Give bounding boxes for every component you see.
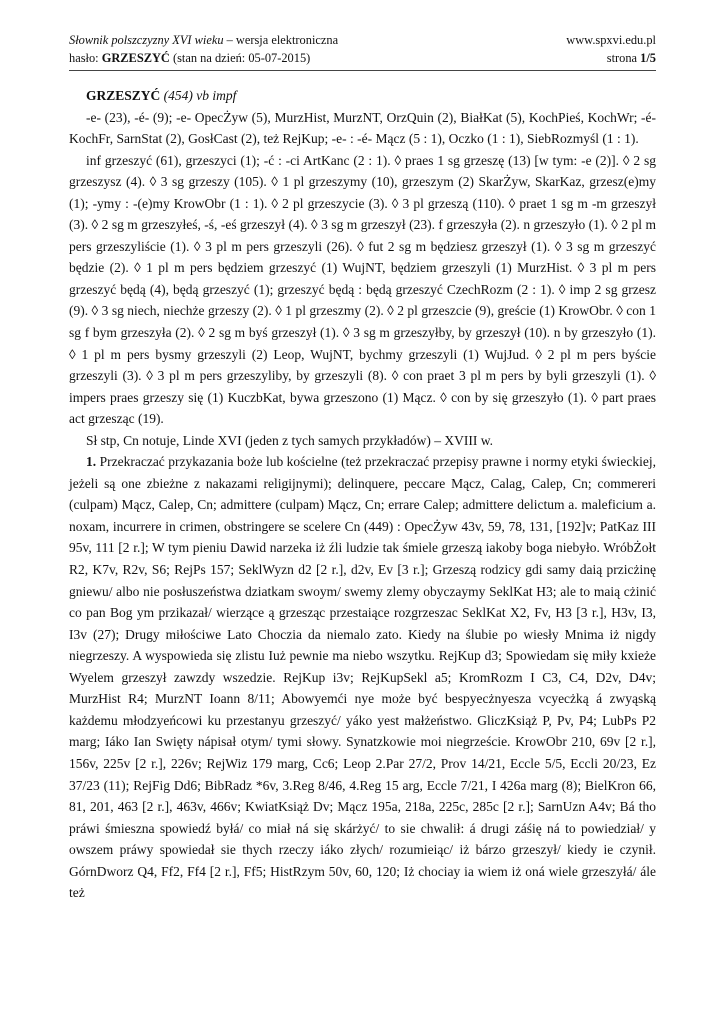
forms-paragraph: -e- (23), -é- (9); -e- OpecŻyw (5), MurzHist, MurzNT, OrzQuin (2), BiałKat (5), KochPieś, KochWr; -é- KochFr, SarnStat (2), GosłCast (2), też RejKup; -e- : -é- Mącz (5 : 1), Oczko (1 : 1), SiebRozmyśl (1 : 1). <box>69 109 656 147</box>
entry-word: GRZESZYĆ <box>101 51 170 65</box>
page-number: 1/5 <box>640 51 656 65</box>
header-divider <box>69 70 656 71</box>
inflection-paragraph: inf grzeszyć (61), grzeszyci (1); -ć : -ci ArtKanc (2 : 1). ◊ praes 1 sg grzeszę (13) [w tym: -e (2)]. ◊ 2 sg grzeszysz (4). ◊ 3 sg grzeszy (105). ◊ 1 pl grzeszymy (10), grzeszym (2) SkarŻyw, SkarKaz, grzesz(e)my (1); -ymy : -(e)my KrowObr (1 : 1). ◊ 2 pl grzeszycie (3). ◊ 3 pl grzeszą (110). ◊ praet 1 sg m -m grzeszył (3). ◊ 2 sg m grzeszyłeś, -ś, -eś grzeszył (4). ◊ 3 sg m grzeszył (23). f grzeszyła (2). n grzeszyło (1). ◊ 2 pl m pers grzeszyliście (1). ◊ 3 pl m pers grzeszyli (26). ◊ fut 2 sg m będziesz grzeszył (1). ◊ 3 sg m grzeszyć będzie (2). ◊ 1 pl m pers będziem grzeszyć (1) WujNT, będziem grzeszyli (1) MurzHist. ◊ 3 pl m pers grzeszyć będą (4), będą grzeszyć (1); grzeszyć będą : będą grzeszyć CzechRozm (2 : 1). ◊ imp 2 sg grzesz (9). ◊ 3 sg niech, niechże grzeszy (2). ◊ 1 pl grzeszmy (2). ◊ 2 pl grzeszcie (9), greście (1) KrowObr. ◊ con 1 sg f bym grzeszyła (2). ◊ 2 sg m byś grzeszył (1). ◊ 3 sg m grzeszyłby, by grzeszył (10). n by grzeszyło (1). ◊ 1 pl m pers bysmy grzeszyli (2) Leop, WujNT, bychmy grzeszyli (1) WujJud. ◊ 2 pl m pers byście grzeszyli (3). ◊ 3 pl m pers grzeszyliby, by grzeszyli (8). ◊ con praet 3 pl m pers by byli grzeszyli (1). ◊ impers praes grzeszy się (1) KuczbKat, bywa grzeszono (1) Mącz. ◊ con by się grzeszyło (1). ◊ part praes act grzesząc (19). <box>69 152 656 427</box>
page-indicator <box>607 49 656 67</box>
entry-status: (stan na dzień: 05-07-2015) <box>169 51 311 65</box>
sense-1-text: Przekraczać przykazania boże lub kościelne (też przekraczać przepisy prawne i normy etyki świeckiej, jeżeli są one zbieżne z nakazami religijnymi); delinquere, peccare Mącz, Calag, Calep, Cn; commereri (culpam) Mącz, Calep, Cn; admittere (culpam) Mącz, Cn; errare Calep; admittere delictum a. maleficium a. noxam, incurrere in crimen, obstringere se scelere Cn (449) : OpecŻyw 43v, 59, 78, 131, [192]v; PatKaz III 95v, 111 [2 r.]; W tym pieniu Dawid narzeka iż źli ludzie tak śmiele grzeszą iakoby boga niebyło. WróbŻołt R2, K7v, R2v, S6; RejPs 157; SeklWyzn d2 [2 r.], d2v, Ev [3 r.]; Grzeszą rodzicy gdi samy daią przicżinę gniewu/ albo nie posłuszeństwa dziatkam swoym/ swemy zlemy obyczaymy SeklKat H3; ale to maią cżinić co pan Bog ym przikazał/ wierzące ą grzesząc przestaiące rozgrzeszac SeklKat X2, Fv, H3 [3 r.], H3v, I3, I3v (27); Drugy miłościwe Lato Choczia da niemalo zato. Kiedy na ślubie po wiesły Mnima iż nigdy niegrzeszy. A wyspowieda się zlistu Iuż pewnie ma niebo wszytku. RejKup d3; Spowiedam się miły kxieże Wyelem grzeszył zawzdy wszedzie. RejKup i3v; RejKupSekl a5; KromRozm I C3, C4, D2v, D4v; MurzHist R4; MurzNT Ioann 8/11; Abowyemći nye może być bespyecżnyesza vcyecżką á zwyąską każdemu młodzyeńcowi ku przestanyu grzeszyć/ yáko yest małżeństwo. GliczKsiąż P, Pv, P4; LubPs P2 marg; Iáko Ian Swięty nápisał otym/ tymi słowy. Synatzkowie moi niegrzeście. KrowObr 210, 69v [2 r.], 156v, 225v [2 r.], 226v; RejWiz 179 marg, Cc6; Leop 2.Par 27/2, Prov 14/21, Eccle 5/5, Eccli 20/23, Ez 37/23 (11); RejFig Dd6; BibRadz *6v, 3.Reg 8/46, 4.Reg 15 arg, Eccle 7/21, I 426a marg (8); BielKron 66, 81, 201, 463 [2 r.], 463v, 466v; KwiatKsiąż Dv; Mącz 195a, 218a, 225c, 285c [2 r.]; SarnUzn A4v; Bá tho práwi śmieszna spowiedź byłá/ co miał ná się skárżyć/ to sie chwalił: á drugi záśię ná to powiedział/ y owszem práwy spowiedał sie thych rzeczy iáko złych/ rozumieiąc/ iż bárzo grzeszył/ kiedy ie czynił. GórnDworz Q4, Ff2, Ff4 [2 r.], Ff5; HistRzym 50v, 60, 120; Iż chociay ia wiem iż oná wiele grzeszyłá/ ále też <box>69 454 656 901</box>
header-row-2 <box>69 49 656 67</box>
header-title <box>69 31 338 49</box>
headword: GRZESZYĆ <box>86 88 161 103</box>
entry-label: hasło: <box>69 51 102 65</box>
entry-head <box>69 85 656 107</box>
page-label: strona <box>606 51 641 65</box>
part-of-speech: vb impf <box>192 88 237 103</box>
entry-info <box>69 49 310 67</box>
site-url[interactable]: www.spxvi.edu.pl <box>566 33 656 47</box>
dictionary-version: – wersja elektroniczna <box>223 33 339 47</box>
sense-number: 1. <box>86 454 97 470</box>
sources-paragraph: Sł stp, Cn notuje, Linde XVI (jeden z tych samych przykładów) – XVIII w. <box>86 432 494 448</box>
headword-count: (454) <box>160 88 193 103</box>
page-header <box>69 31 656 67</box>
dictionary-name: Słownik polszczyzny XVI wieku <box>69 33 224 47</box>
sense-1-paragraph <box>69 451 656 903</box>
entry-body <box>69 85 656 904</box>
header-row-1 <box>69 31 656 49</box>
